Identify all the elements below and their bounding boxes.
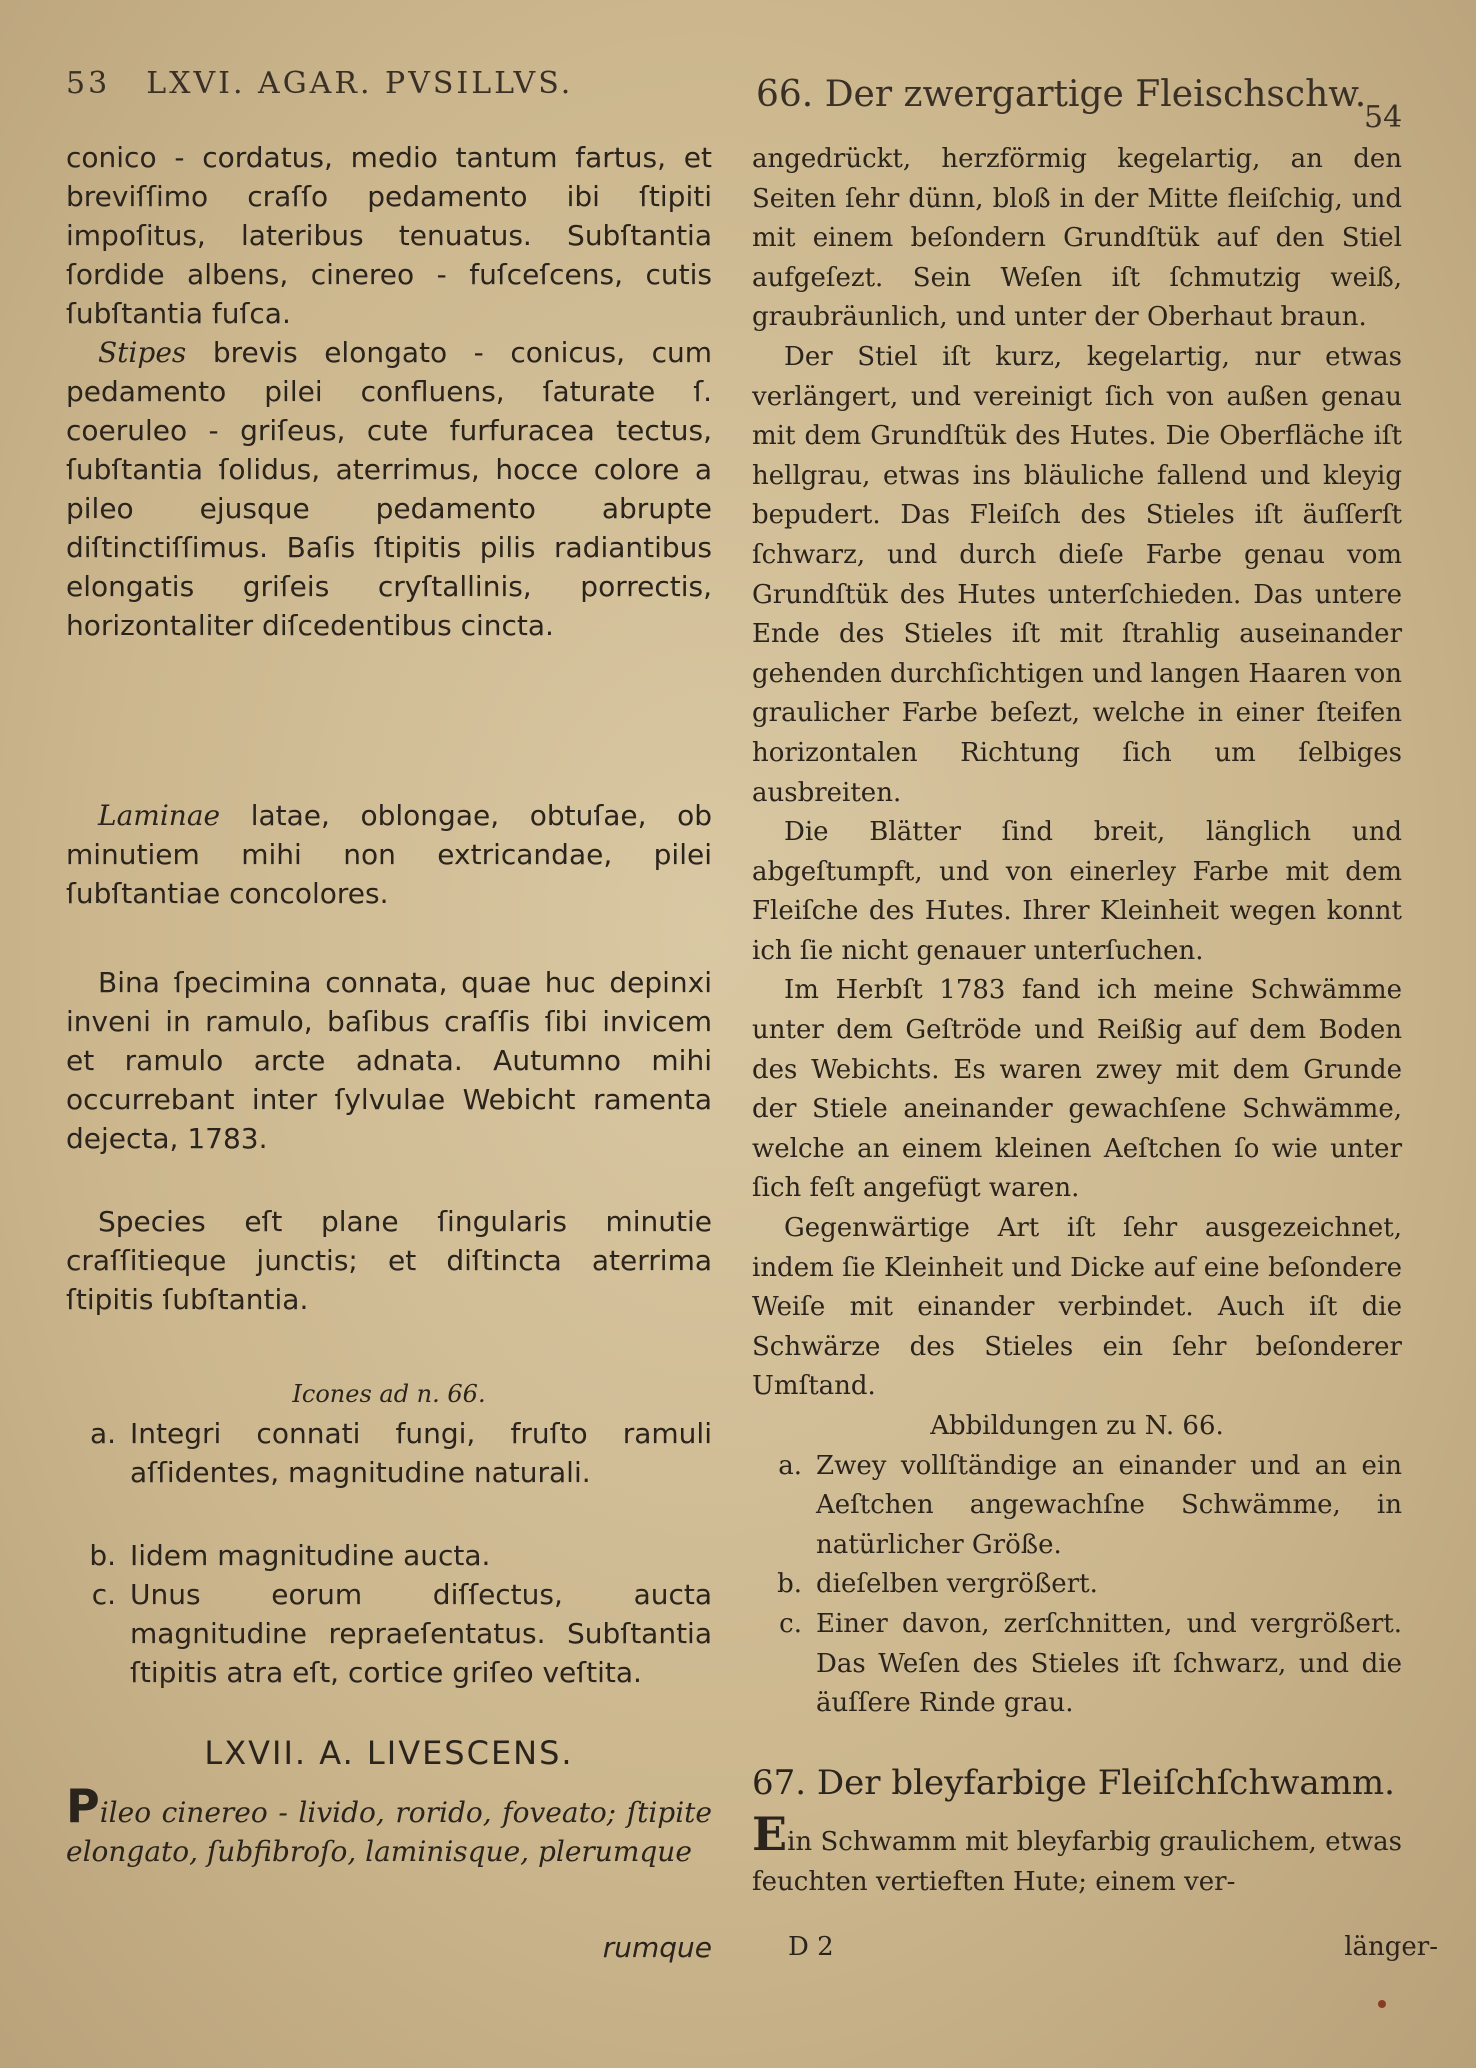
latin-column bbox=[66, 0, 712, 1871]
list-item: a. Zwey vollſtändige an einander und an ein Aeſtchen angewachſne Schwämme, in natürlicher Größe. bbox=[778, 1450, 1402, 1560]
german-paragraph-stiel: Der Stiel iſt kurz, kegelartig, nur etwas verlängert, und vereinigt ſich von außen genau mit dem Grundſtük des Hutes. Die Oberfläche iſt hellgrau, etwas ins bläuliche fallend und kleyig bepudert. Das Fleiſch des Stieles iſt äuſſerſt ſchwarz, und durch dieſe Farbe genau vom Grundſtük des Hutes unterſchieden. Das untere Ende des Stieles iſt mit ſtrahlig auseinander gehenden durchſichtigen und langen Haaren von graulicher Farbe beſezt, welche in einer ſteifen horizontalen Richtung ſich um ſelbiges ausbreiten. bbox=[752, 341, 1402, 808]
list-item: b. Iidem magnitudine aucta. bbox=[89, 1539, 491, 1572]
german-paragraph-hut: angedrückt, herzförmig kegelartig, an den Seiten ſehr dünn, bloß in der Mitte fleiſchig, und mit einem beſondern Grundſtük auf den Stiel aufgeſezt. Sein Weſen iſt ſchmutzig weiß, graubräunlich, und unter der Oberhaut braun. bbox=[752, 144, 1402, 333]
paper-stain-dot bbox=[1378, 2000, 1386, 2008]
german-signature-row bbox=[752, 1928, 1442, 1968]
latin-paragraph-species: Species eſt plane ſingularis minutie craſſitieque junctis; et diſtincta aterrima ſtipitis ſubſtantia. bbox=[66, 1205, 712, 1316]
german-abbildungen-list bbox=[752, 1447, 1402, 1724]
latin-initial: P bbox=[66, 1779, 100, 1833]
german-next-heading: 67. Der bleyfarbige Fleiſchſchwamm. bbox=[752, 1762, 1395, 1803]
signature-mark: D 2 bbox=[788, 1932, 834, 1962]
german-column bbox=[752, 0, 1402, 1903]
german-paragraph-blaetter: Die Blätter ſind breit, länglich und abgeſtumpft, und von einerley Farbe mit dem Fleiſche des Hutes. Ihrer Kleinheit wegen konnt ich ſie nicht genauer unterſuchen. bbox=[752, 817, 1402, 966]
latin-icones-caption: Icones ad n. 66. bbox=[292, 1380, 486, 1408]
german-catchword: länger- bbox=[1344, 1932, 1438, 1962]
latin-paragraph-laminae: Laminae latae, oblongae, obtuſae, ob minutiem mihi non extricandae, pilei ſubſtantiae concolores. bbox=[66, 799, 712, 910]
left-page-number: 53 bbox=[66, 66, 111, 101]
latin-term-laminae: Laminae bbox=[98, 799, 221, 832]
german-next-paragraph: Ein Schwamm mit bleyfarbig graulichem, etwas feuchten vertieften Hute; einem ver- bbox=[752, 1807, 1402, 1897]
latin-term-stipes: Stipes bbox=[98, 336, 187, 369]
right-page-number: 54 bbox=[1364, 100, 1403, 135]
list-item: b. dieſelben vergrößert. bbox=[777, 1569, 1098, 1600]
german-abbildungen-caption: Abbildungen zu N. 66. bbox=[930, 1411, 1224, 1441]
left-running-title: LXVI. AGAR. PVSILLVS. bbox=[146, 66, 574, 101]
german-paragraph-herbst: Im Herbſt 1783 fand ich meine Schwämme unter dem Geſtröde und Reißig auf dem Boden des Webichts. Es waren zwey mit dem Grunde der Stiele aneinander gewachſene Schwämme, welche an einem kleinen Aeſtchen ſo wie unter ſich feſt angefügt waren. bbox=[752, 975, 1402, 1204]
latin-paragraph-specimina: Bina ſpecimina connata, quae huc depinxi inveni in ramulo, baſibus craſſis ſibi invicem et ramulo arcte adnata. Autumno mihi occurrebant inter ſylvulae Webicht ramenta dejecta, 1783. bbox=[66, 966, 712, 1155]
latin-paragraph-stipes: Stipes brevis elongato - conicus, cum pedamento pilei confluens, ſaturate ſ. coeruleo - griſeus, cute furfuracea tectus, ſubſtantia ſolidus, aterrimus, hocce colore a pileo ejusque pedamento abrupte diſtinctiſſimus. Baſis ſtipitis pilis radiantibus elongatis griſeis cryſtallinis, porrectis, horizontaliter diſcedentibus cincta. bbox=[66, 336, 712, 642]
right-running-title: 66. Der zwergartige Fleischschw. bbox=[756, 74, 1367, 115]
german-paragraph-art: Gegenwärtige Art iſt ſehr ausgezeichnet, indem ſie Kleinheit und Dicke auf eine beſondere Weiſe mit einander verbindet. Auch iſt die Schwärze des Stieles ein ſehr beſonderer Umſtand. bbox=[752, 1213, 1402, 1402]
latin-next-paragraph: Pileo cinereo - livido, rorido, foveato; ſtipite elongato, ſubfibroſo, laminisque, plerumque bbox=[66, 1779, 712, 1868]
list-item: a. Integri connati fungi, fruſto ramuli aſſidentes, magnitudine naturali. bbox=[89, 1417, 712, 1489]
list-item: c. Unus eorum diſſectus, aucta magnitudine repraeſentatus. Subſtantia ſtipitis atra eſt, cortice griſeo veſtita. bbox=[91, 1578, 712, 1689]
latin-next-heading: LXVII. A. LIVESCENS. bbox=[204, 1734, 574, 1772]
latin-paragraph-pileus: conico - cordatus, medio tantum fartus, et breviſſimo craſſo pedamento ibi ſtipiti impoſitus, lateribus tenuatus. Subſtantia ſordide albens, cinereo - fuſceſcens, cutis ſubſtantia fuſca. bbox=[66, 141, 712, 330]
german-initial: E bbox=[752, 1807, 788, 1862]
latin-icones-list bbox=[66, 1414, 712, 1692]
list-item: c. Einer davon, zerſchnitten, und vergrößert. Das Weſen des Stieles iſt ſchwarz, und die äuſſere Rinde grau. bbox=[779, 1608, 1402, 1719]
latin-catchword: rumque bbox=[602, 1931, 712, 1964]
